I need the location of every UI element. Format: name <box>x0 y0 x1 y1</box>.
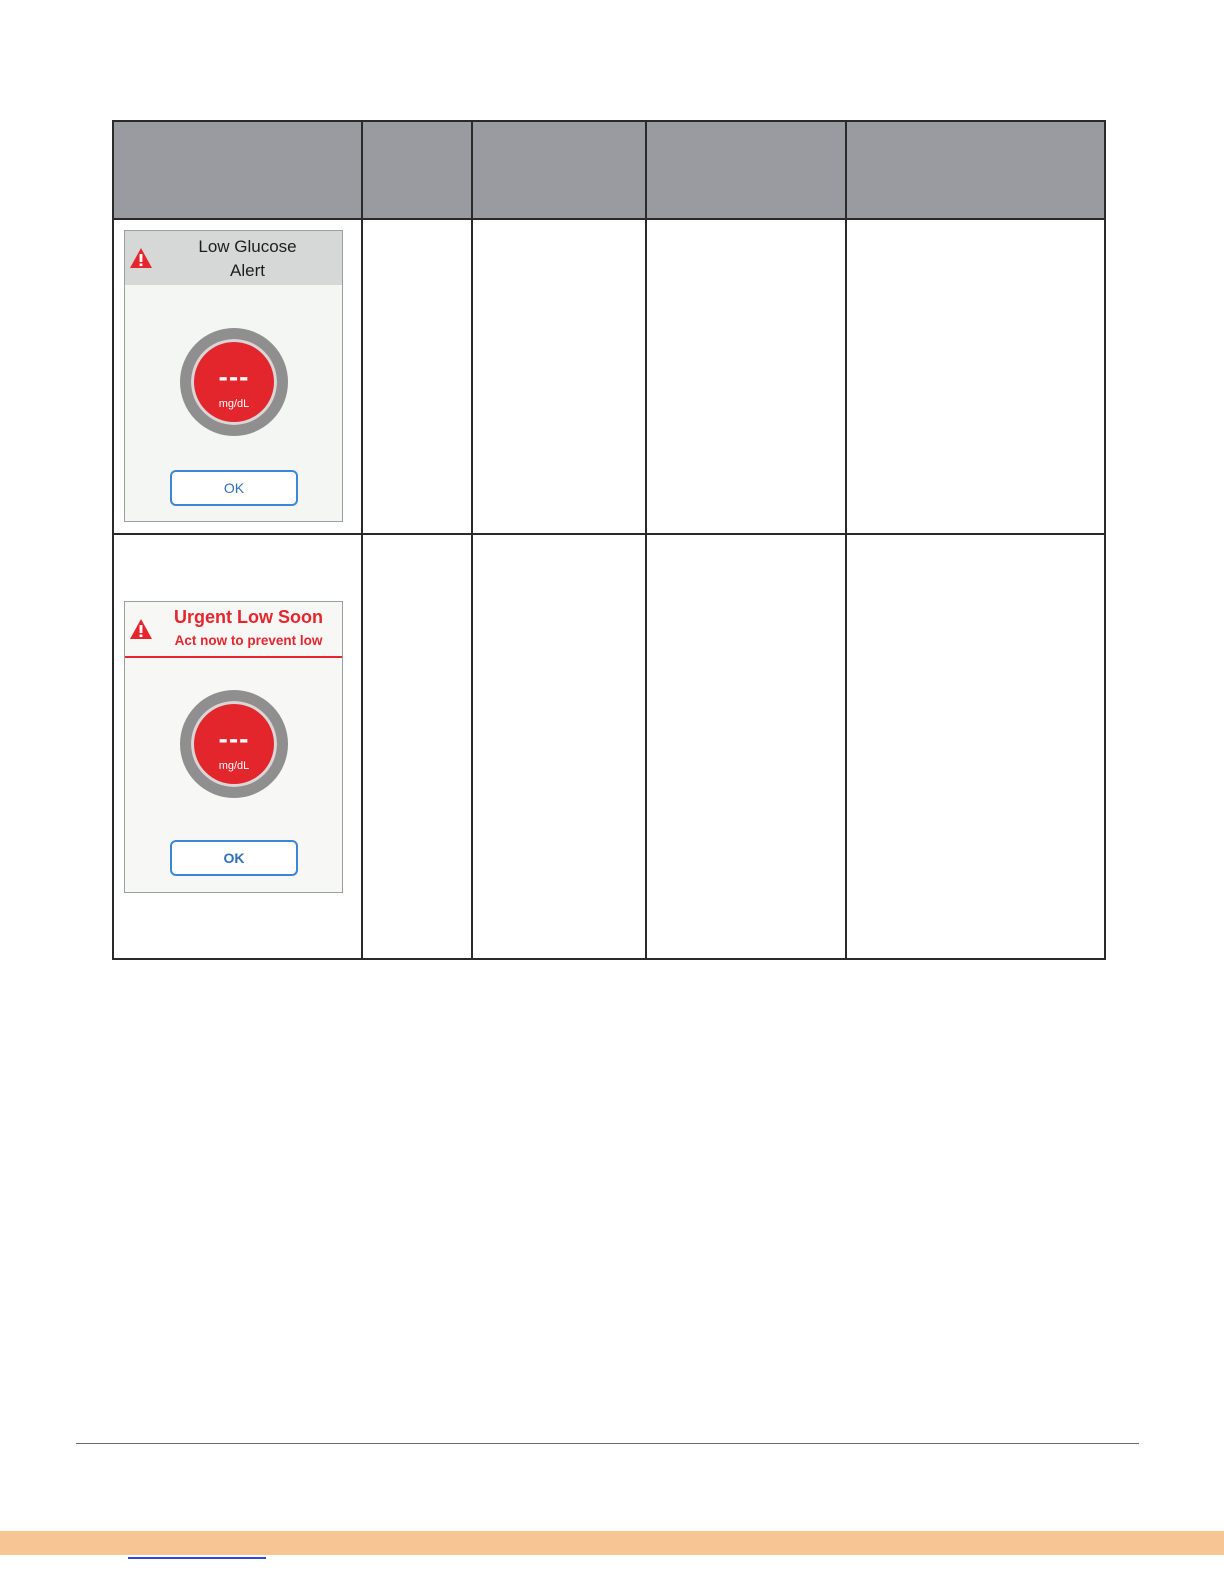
header-cell-3 <box>472 121 646 219</box>
header-cell-2 <box>362 121 472 219</box>
screen-cell <box>113 219 362 534</box>
header-cell-5 <box>846 121 1105 219</box>
table-header-row <box>113 121 1105 219</box>
alert-title <box>153 235 342 283</box>
glucose-reading: --- <box>218 723 250 754</box>
glucose-gauge <box>180 690 288 798</box>
alert-title: Urgent Low Soon <box>174 607 323 627</box>
table-cell <box>646 534 846 959</box>
table-row <box>113 219 1105 534</box>
table-cell <box>362 219 472 534</box>
header-cell-1 <box>113 121 362 219</box>
alert-table <box>112 120 1106 960</box>
table-cell <box>846 534 1105 959</box>
glucose-reading: --- <box>218 361 250 392</box>
low-glucose-alert-screen <box>124 230 343 522</box>
table-row <box>113 534 1105 959</box>
table-cell <box>846 219 1105 534</box>
footer-band <box>0 1531 1224 1555</box>
header-cell-4 <box>646 121 846 219</box>
screen-header <box>125 602 342 658</box>
warning-triangle-icon <box>129 247 153 269</box>
footer-divider <box>76 1443 1139 1444</box>
alert-title-line1: Low Glucose <box>198 237 297 256</box>
table-cell <box>362 534 472 959</box>
glucose-gauge <box>180 328 288 436</box>
ok-button[interactable]: OK <box>170 470 298 506</box>
table-cell <box>646 219 846 534</box>
glucose-unit: mg/dL <box>218 398 250 410</box>
table-cell <box>472 534 646 959</box>
screen-cell <box>113 534 362 959</box>
table-cell <box>472 219 646 534</box>
ok-button[interactable]: OK <box>170 840 298 876</box>
screen-header <box>125 231 342 285</box>
glucose-unit: mg/dL <box>218 760 250 772</box>
footer-link-underline <box>128 1557 266 1559</box>
alert-title-line2: Alert <box>230 261 265 280</box>
alert-subtitle: Act now to prevent low <box>174 633 323 648</box>
warning-triangle-icon <box>129 618 153 640</box>
urgent-low-soon-screen <box>124 601 343 893</box>
